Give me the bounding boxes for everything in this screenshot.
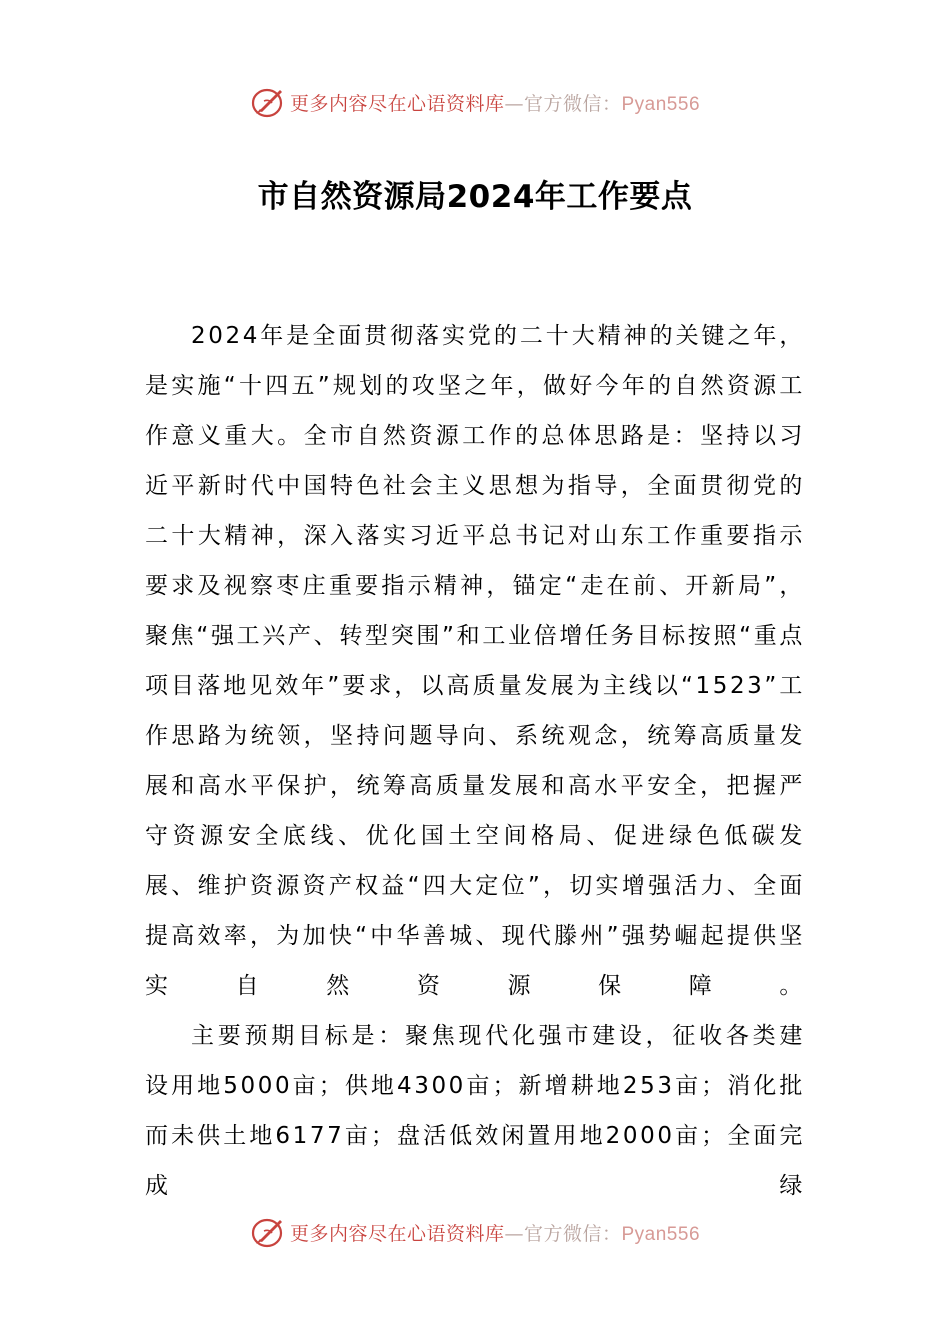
header-watermark — [0, 82, 950, 122]
quill-logo-icon — [250, 1215, 286, 1249]
document-title: 市自然资源局2024年工作要点 — [257, 179, 693, 215]
watermark-official-label: 官方微信： — [523, 1222, 622, 1245]
watermark-official-label: 官方微信： — [523, 92, 622, 115]
watermark-brand: 更多内容尽在心语资料库 — [289, 92, 505, 115]
watermark-separator: — — [504, 1222, 524, 1245]
watermark-wechat-id: Pyan556 — [621, 1223, 701, 1245]
document-body — [145, 311, 805, 1211]
watermark-text — [290, 89, 700, 116]
quill-logo-icon — [250, 85, 286, 119]
watermark-text — [290, 1219, 700, 1246]
watermark-separator: — — [504, 92, 524, 115]
paragraph-overview: 2024年是全面贯彻落实党的二十大精神的关键之年，是实施“十四五”规划的攻坚之年，做好今年的自然资源工作意义重大。全市自然资源工作的总体思路是：坚持以习近平新时代中国特色社会主义思想为指导，全面贯彻党的二十大精神，深入落实习近平总书记对山东工作重要指示要求及视察枣庄重要指示精神，锚定“走在前、开新局”，聚焦“强工兴产、转型突围”和工业倍增任务目标按照“重点项目落地见效年”要求，以高质量发展为主线以“1523”工作思路为统领，坚持问题导向、系统观念，统筹高质量发展和高水平保护，统筹高质量发展和高水平安全，把握严守资源安全底线、优化国土空间格局、促进绿色低碳发展、维护资源资产权益“四大定位”，切实增强活力、全面提高效率，为加快“中华善城、现代滕州”强势崛起提供坚实自然资源保障。 — [145, 323, 805, 999]
footer-watermark — [0, 1212, 950, 1252]
watermark-wechat-id: Pyan556 — [621, 93, 701, 115]
watermark-brand: 更多内容尽在心语资料库 — [289, 1222, 505, 1245]
paragraph-targets: 主要预期目标是：聚焦现代化强市建设，征收各类建设用地5000亩；供地4300亩；新增耕地253亩；消化批而未供土地6177亩；盘活低效闲置用地2000亩；全面完成绿 — [145, 1023, 805, 1199]
